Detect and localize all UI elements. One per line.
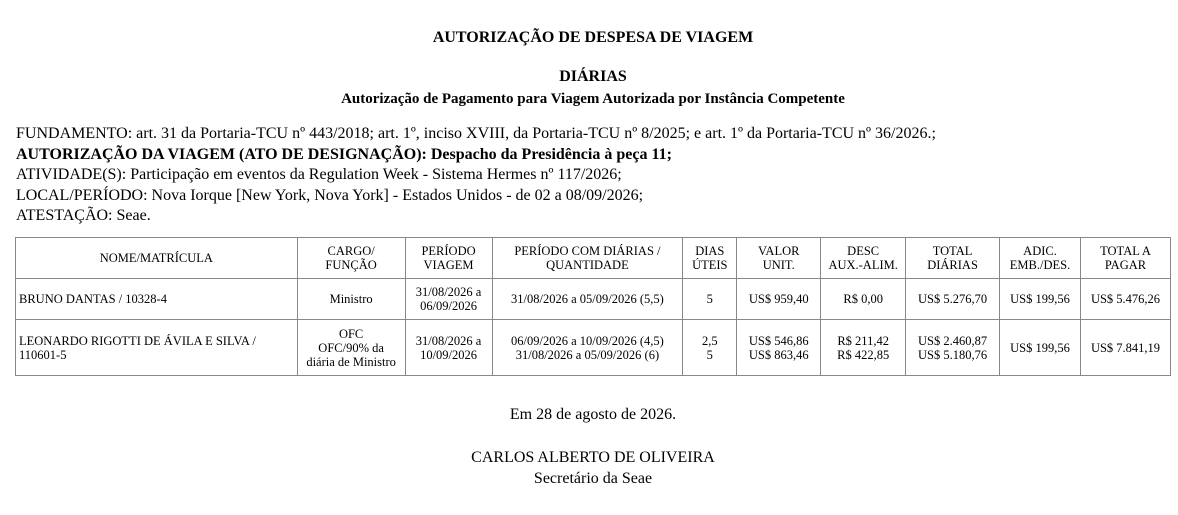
header-text: PAGAR: [1104, 258, 1147, 272]
cell-desc: [821, 279, 906, 320]
cell-text: US$ 5.276,70: [918, 292, 988, 306]
cell-total-pagar: [1081, 320, 1171, 376]
cell-text: R$ 211,42: [837, 333, 889, 348]
cell-valor-unit: [737, 279, 821, 320]
autorizacao-line: AUTORIZAÇÃO DA VIAGEM (ATO DE DESIGNAÇÃO): Despacho da Presidência à peça 11;: [16, 145, 672, 163]
header-text: PERÍODO COM DIÁRIAS /: [514, 244, 661, 258]
header-text: ADIC.: [1023, 244, 1057, 258]
header-text: VIAGEM: [423, 258, 474, 272]
cell-periodo-diarias: [492, 320, 683, 376]
table-header-row: [16, 238, 1171, 279]
cell-text: US$ 7.841,19: [1090, 340, 1161, 355]
cell-dias: [683, 279, 737, 320]
cell-text: diária de Ministro: [306, 354, 396, 369]
signer-role: Secretário da Seae: [533, 470, 653, 487]
table-row: [16, 279, 1171, 320]
cell-text: OFC/90% da: [318, 340, 384, 355]
header-text: NOME/MATRÍCULA: [99, 251, 213, 265]
cell-periodo: [405, 320, 492, 376]
cell-text: 06/09/2026: [420, 299, 478, 313]
cell-text: 5: [706, 292, 713, 306]
header-text: AUX.-ALIM.: [828, 258, 898, 272]
cell-cargo: [297, 279, 405, 320]
cell-text: 31/08/2026 a: [415, 333, 482, 348]
local-line: LOCAL/PERÍODO: Nova Iorque [New York, Nova York] - Estados Unidos - de 02 a 08/09/2026;: [16, 186, 644, 204]
cell-cargo: [297, 320, 405, 376]
header-text: FUNÇÃO: [325, 258, 377, 272]
fundamento-line: FUNDAMENTO: art. 31 da Portaria-TCU nº 443/2018; art. 1º, inciso XVIII, da Portaria-TCU nº 8/2025; e art. 1º da Portaria-TCU nº 36/2026.;: [16, 125, 936, 142]
header-text: DIÁRIAS: [927, 258, 978, 272]
table-header-cell: [821, 238, 906, 279]
header-text: PERÍODO: [421, 244, 476, 258]
cell-periodo: [405, 279, 492, 320]
header-text: TOTAL: [932, 244, 973, 258]
info-block: [16, 124, 936, 227]
cell-text: BRUNO DANTAS / 10328-4: [19, 292, 167, 306]
table-header-cell: [737, 238, 821, 279]
cell-dias: [683, 320, 737, 376]
cell-text: 31/08/2026 a: [415, 285, 482, 299]
cell-text: Ministro: [329, 292, 373, 306]
travel-table: [15, 237, 1171, 376]
cell-text: US$ 199,56: [1010, 292, 1070, 306]
document-title: AUTORIZAÇÃO DE DESPESA DE VIAGEM: [432, 29, 754, 46]
cell-text: R$ 0,00: [843, 292, 883, 306]
table-header-cell: [1000, 238, 1081, 279]
cell-total-pagar: [1081, 279, 1171, 320]
header-text: DIAS: [695, 244, 725, 258]
cell-text: OFC: [338, 326, 364, 341]
atestacao-line: ATESTAÇÃO: Seae.: [16, 207, 151, 224]
header-text: ÚTEIS: [692, 258, 728, 272]
document-date: Em 28 de agosto de 2026.: [509, 406, 677, 423]
table-header-cell: [405, 238, 492, 279]
table-header-cell: [1081, 238, 1171, 279]
cell-text: 31/08/2026 a 05/09/2026 (6): [515, 347, 660, 362]
cell-adic: [1000, 279, 1081, 320]
cell-text: 5: [706, 347, 713, 362]
cell-total-diarias: [906, 279, 1000, 320]
cell-text: LEONARDO RIGOTTI DE ÁVILA E SILVA /: [19, 333, 256, 348]
cell-text: 10/09/2026: [420, 347, 478, 362]
table-header-cell: [492, 238, 683, 279]
cell-nome: [16, 320, 298, 376]
cell-nome: [16, 279, 298, 320]
cell-text: US$ 199,56: [1010, 340, 1070, 355]
cell-text: R$ 422,85: [837, 347, 890, 362]
cell-text: 06/09/2026 a 10/09/2026 (4,5): [511, 333, 664, 348]
document-subtitle: DIÁRIAS: [559, 68, 627, 85]
header-text: VALOR: [758, 244, 800, 258]
cell-text: US$ 5.180,76: [918, 347, 988, 362]
cell-desc: [821, 320, 906, 376]
cell-text: 2,5: [701, 333, 718, 348]
header-text: UNIT.: [762, 258, 795, 272]
document-subtitle-2: Autorização de Pagamento para Viagem Autorizada por Instância Competente: [341, 91, 845, 107]
table-header-cell: [683, 238, 737, 279]
table-header-cell: [906, 238, 1000, 279]
cell-text: US$ 5.476,26: [1090, 292, 1161, 306]
header-text: TOTAL A: [1100, 244, 1151, 258]
signer-name: CARLOS ALBERTO DE OLIVEIRA: [471, 449, 715, 466]
table-header-cell: [297, 238, 405, 279]
atividade-line: ATIVIDADE(S): Participação em eventos da Regulation Week - Sistema Hermes nº 117/2026;: [16, 166, 622, 183]
header-text: QUANTIDADE: [546, 258, 629, 272]
cell-text: US$ 2.460,87: [918, 333, 988, 348]
cell-valor-unit: [737, 320, 821, 376]
cell-total-diarias: [906, 320, 1000, 376]
cell-text: 110601-5: [19, 347, 67, 362]
table-header-cell: [16, 238, 298, 279]
cell-periodo-diarias: [492, 279, 683, 320]
header-text: CARGO/: [327, 244, 375, 258]
cell-text: 31/08/2026 a 05/09/2026 (5,5): [511, 292, 664, 306]
header-text: EMB./DES.: [1009, 258, 1071, 272]
cell-text: US$ 959,40: [748, 292, 809, 306]
table-row: [16, 320, 1171, 376]
header-text: DESC: [847, 244, 880, 258]
cell-text: US$ 863,46: [748, 347, 809, 362]
cell-adic: [1000, 320, 1081, 376]
cell-text: US$ 546,86: [748, 333, 809, 348]
